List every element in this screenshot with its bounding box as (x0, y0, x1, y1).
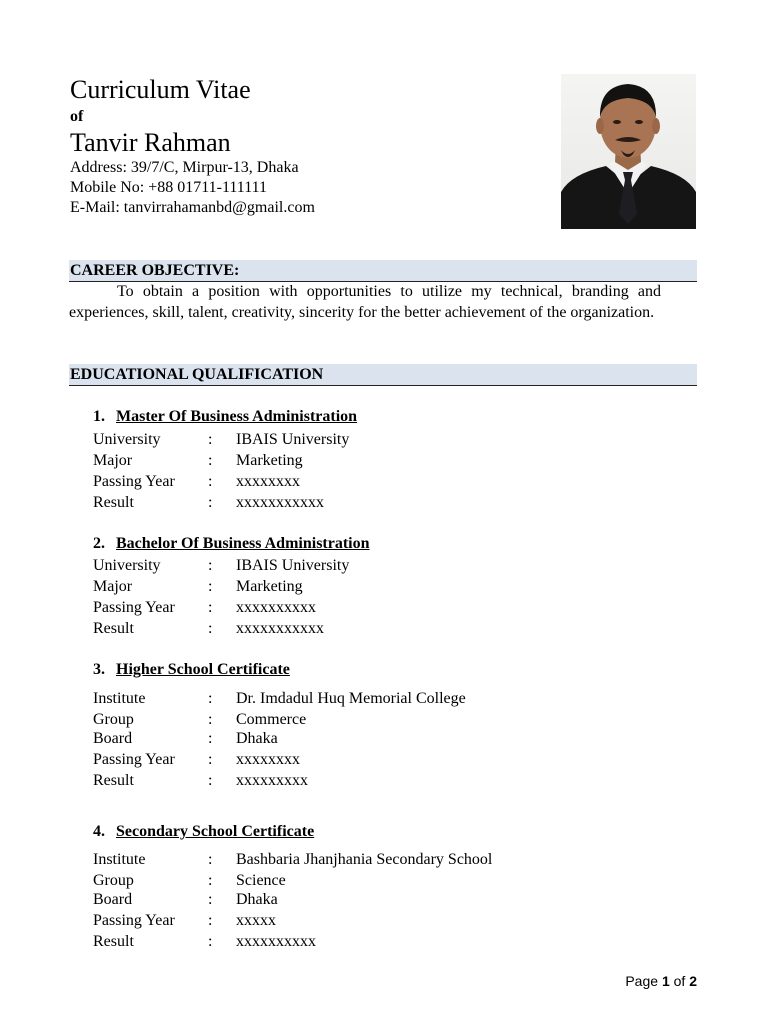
row-label: Major (93, 578, 133, 595)
row-label: Passing Year (93, 751, 175, 768)
page-footer (625, 972, 697, 990)
row-value: Dhaka (236, 730, 278, 747)
row-separator: : (208, 690, 213, 707)
row-label: University (93, 431, 161, 448)
row-value: Science (236, 872, 286, 889)
row-separator: : (208, 751, 213, 768)
row-label: Result (93, 772, 134, 789)
cv-of-label: of (70, 108, 84, 125)
row-label: Passing Year (93, 599, 175, 616)
row-label: Passing Year (93, 473, 175, 490)
row-separator: : (208, 578, 213, 595)
row-separator: : (208, 730, 213, 747)
address-line: Address: 39/7/C, Mirpur-13, Dhaka (70, 159, 299, 176)
row-label: Result (93, 494, 134, 511)
row-label: Institute (93, 851, 146, 868)
row-separator: : (208, 452, 213, 469)
email-line: E-Mail: tanvirrahamanbd@gmail.com (70, 199, 315, 216)
row-separator: : (208, 494, 213, 511)
footer-current-page: 1 (661, 973, 670, 989)
row-separator: : (208, 851, 213, 868)
row-separator: : (208, 431, 213, 448)
education-heading: EDUCATIONAL QUALIFICATION (70, 366, 324, 383)
footer-of-word: of (673, 973, 686, 989)
profile-photo (561, 74, 696, 229)
qualification-number: 1. (93, 408, 105, 425)
row-value: xxxxxxxxxx (236, 933, 316, 950)
qualification-number: 3. (93, 661, 105, 678)
row-label: Result (93, 620, 134, 637)
career-objective-paragraph: To obtain a position with opportunities to utilize my technical, branding and experiences, skill, talent, creativity, sincerity for the better achievement of the organization. (69, 283, 661, 321)
qualification-name: Bachelor Of Business Administration (116, 535, 370, 552)
candidate-name: Tanvir Rahman (70, 128, 231, 157)
row-value: xxxxxxxxxxx (236, 620, 324, 637)
qualification-name: Master Of Business Administration (116, 408, 358, 425)
row-value: Dhaka (236, 891, 278, 908)
row-value: Marketing (236, 452, 303, 469)
qualification-title (93, 822, 314, 842)
qualification-name: Higher School Certificate (116, 661, 290, 678)
row-separator: : (208, 872, 213, 889)
row-label: Group (93, 711, 134, 728)
row-label: Board (93, 891, 133, 908)
row-separator: : (208, 620, 213, 637)
qualification-title (93, 534, 370, 554)
row-label: Institute (93, 690, 146, 707)
row-label: Board (93, 730, 133, 747)
row-value: Bashbaria Jhanjhania Secondary School (236, 851, 493, 868)
row-separator: : (208, 772, 213, 789)
row-value: xxxxxxxxxxx (236, 494, 324, 511)
row-value: Commerce (236, 711, 307, 728)
row-value: IBAIS University (236, 557, 350, 574)
row-separator: : (208, 557, 213, 574)
row-separator: : (208, 711, 213, 728)
row-label: University (93, 557, 161, 574)
career-objective-text (69, 281, 661, 323)
row-value: xxxxxxxx (236, 473, 300, 490)
row-value: IBAIS University (236, 431, 350, 448)
row-value: Dr. Imdadul Huq Memorial College (236, 690, 466, 707)
mobile-line: Mobile No: +88 01711-111111 (70, 179, 268, 196)
qualification-number: 2. (93, 535, 105, 552)
row-value: xxxxx (236, 912, 276, 929)
row-value: Marketing (236, 578, 303, 595)
footer-page-word: Page (625, 973, 659, 989)
row-separator: : (208, 912, 213, 929)
education-header (69, 364, 697, 386)
portrait-image (561, 74, 696, 229)
career-objective-heading: CAREER OBJECTIVE: (70, 262, 240, 279)
qualification-title (93, 660, 290, 680)
row-value: xxxxxxxxxx (236, 599, 316, 616)
footer-total-pages: 2 (689, 973, 697, 989)
qualification-title (93, 407, 357, 427)
row-separator: : (208, 891, 213, 908)
qualification-number: 4. (93, 823, 105, 840)
row-separator: : (208, 599, 213, 616)
row-separator: : (208, 933, 213, 950)
career-objective-header (69, 260, 697, 282)
row-label: Passing Year (93, 912, 175, 929)
cv-title: Curriculum Vitae (70, 75, 251, 104)
row-label: Major (93, 452, 133, 469)
qualification-name: Secondary School Certificate (116, 823, 315, 840)
row-label: Group (93, 872, 134, 889)
row-value: xxxxxxxx (236, 751, 300, 768)
row-value: xxxxxxxxx (236, 772, 308, 789)
row-separator: : (208, 473, 213, 490)
row-label: Result (93, 933, 134, 950)
